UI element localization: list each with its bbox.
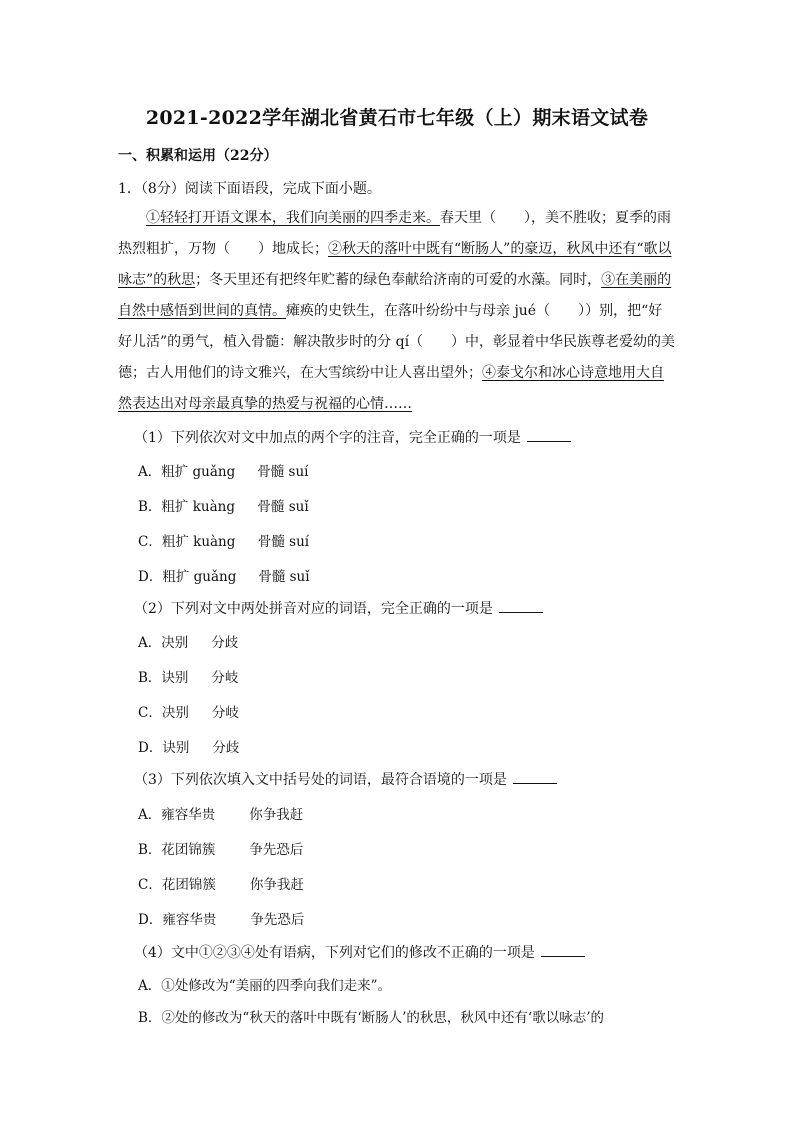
section-heading: 一、积累和运用（22分） — [118, 148, 278, 164]
option-text-a: 诀别 — [161, 670, 189, 686]
option-4a[interactable]: A．①处修改为“美丽的四季向我们走来”。 — [138, 978, 392, 994]
option-text-a: 花团锦簇 — [161, 877, 216, 893]
option-text-b: 你争我赶 — [249, 807, 304, 823]
passage-sentence-1: ①轻轻打开语文课本，我们向美丽的四季走来。 — [146, 210, 440, 226]
sub-question-4 — [134, 942, 585, 962]
option-label: D． — [138, 740, 163, 756]
option-3b[interactable] — [138, 838, 303, 858]
option-label: A． — [138, 635, 162, 651]
option-text-a: 雍容华贵 — [162, 912, 217, 928]
option-text-a: 花团锦簇 — [161, 842, 216, 858]
passage-sentence-3: ③在美丽的自然中感悟到世间的真情。 — [118, 272, 672, 319]
option-text-a: 粗扩 kuàng — [161, 534, 236, 550]
option-text-b: 分岐 — [211, 705, 239, 721]
answer-blank[interactable] — [541, 942, 585, 957]
option-3a[interactable] — [138, 803, 303, 823]
sub-question-2-stem: （2）下列对文中两处拼音对应的词语，完全正确的一项是 — [134, 601, 493, 617]
option-text-a: 粗扩 guǎng — [161, 464, 236, 480]
passage-sentence-2: ②秋天的落叶中既有“断肠人”的豪迈，秋风中还有“歌以咏志”的秋思 — [118, 241, 672, 288]
option-text-b: 骨髓 suí — [257, 464, 309, 480]
passage-text-2: 春天里（ ），美不胜收；夏季的雨热烈粗扩，万物（ ）地成长； — [118, 210, 671, 257]
question-1-stem: 1．（8分）阅读下面语段，完成下面小题。 — [118, 181, 381, 197]
option-label: B． — [138, 670, 162, 686]
sub-question-3-stem: （3）下列依次填入文中括号处的词语，最符合语境的一项是 — [134, 772, 507, 788]
option-text-a: 雍容华贵 — [161, 807, 216, 823]
option-label: C． — [138, 877, 162, 893]
option-text-b: 分歧 — [211, 635, 239, 651]
option-4b[interactable]: B．②处的修改为“秋天的落叶中既有‘断肠人’的秋思，秋风中还有‘歌以咏志’的 — [138, 1010, 604, 1026]
option-3d[interactable] — [138, 908, 304, 928]
option-2b[interactable] — [138, 666, 238, 686]
option-label: A． — [138, 807, 162, 823]
sub-question-1-stem: （1）下列依次对文中加点的两个字的注音，完全正确的一项是 — [134, 430, 521, 446]
option-label: D． — [138, 569, 163, 585]
sub-question-1 — [134, 427, 571, 447]
reading-passage — [118, 203, 676, 420]
option-2a[interactable] — [138, 631, 238, 651]
passage-text-4: ；冬天里还有把终年贮蓄的绿色奉献给济南的可爱的水藻。同时， — [195, 272, 602, 288]
option-3c[interactable] — [138, 873, 304, 893]
option-label: B． — [138, 842, 162, 858]
option-label: D． — [138, 912, 163, 928]
option-text-b: 骨髓 suǐ — [258, 569, 310, 585]
option-text-b: 分歧 — [212, 740, 240, 756]
option-text-a: 粗扩 kuàng — [161, 499, 235, 515]
option-text-b: 分岐 — [211, 670, 239, 686]
option-text-b: 骨髓 suǐ — [257, 499, 309, 515]
option-text-a: 决别 — [161, 635, 189, 651]
option-1d[interactable] — [138, 565, 310, 585]
sub-question-2 — [134, 598, 543, 618]
answer-blank[interactable] — [499, 598, 543, 613]
option-label: B． — [138, 499, 162, 515]
passage-text-6: 瘫痪的史铁生，在落叶纷纷中与母亲 jué（ ））别，把“好好儿活”的勇气，植入骨髓：解决散步时的分 qí（ ）中，彰显着中华民族尊老爱幼的美德；古人用他们的诗文雅兴，在大雪缤纷中让人喜出望外； — [118, 303, 676, 381]
answer-blank[interactable] — [527, 427, 571, 442]
passage-sentence-4: ④泰戈尔和冰心诗意地用大自然表达出对母亲最真挚的热爱与祝福的心情…… — [118, 365, 664, 412]
option-2c[interactable] — [138, 701, 239, 721]
option-text-b: 你争我赶 — [249, 877, 304, 893]
sub-question-4-stem: （4）文中①②③④处有语病，下列对它们的修改不正确的一项是 — [134, 945, 535, 961]
option-1b[interactable] — [138, 495, 309, 515]
option-text-b: 争先恐后 — [249, 842, 304, 858]
option-1a[interactable] — [138, 460, 308, 480]
option-label: C． — [138, 705, 162, 721]
option-label: C． — [138, 534, 162, 550]
option-label: A． — [138, 464, 162, 480]
option-text-a: 诀别 — [162, 740, 190, 756]
exam-title: 2021-2022学年湖北省黄石市七年级（上）期末语文试卷 — [145, 107, 649, 129]
option-text-a: 决别 — [161, 705, 189, 721]
sub-question-3 — [134, 769, 557, 789]
option-2d[interactable] — [138, 736, 239, 756]
option-text-b: 争先恐后 — [250, 912, 305, 928]
answer-blank[interactable] — [513, 769, 557, 784]
option-text-a: 粗扩 guǎng — [162, 569, 237, 585]
option-1c[interactable] — [138, 530, 309, 550]
option-text-b: 骨髓 suí — [257, 534, 310, 550]
